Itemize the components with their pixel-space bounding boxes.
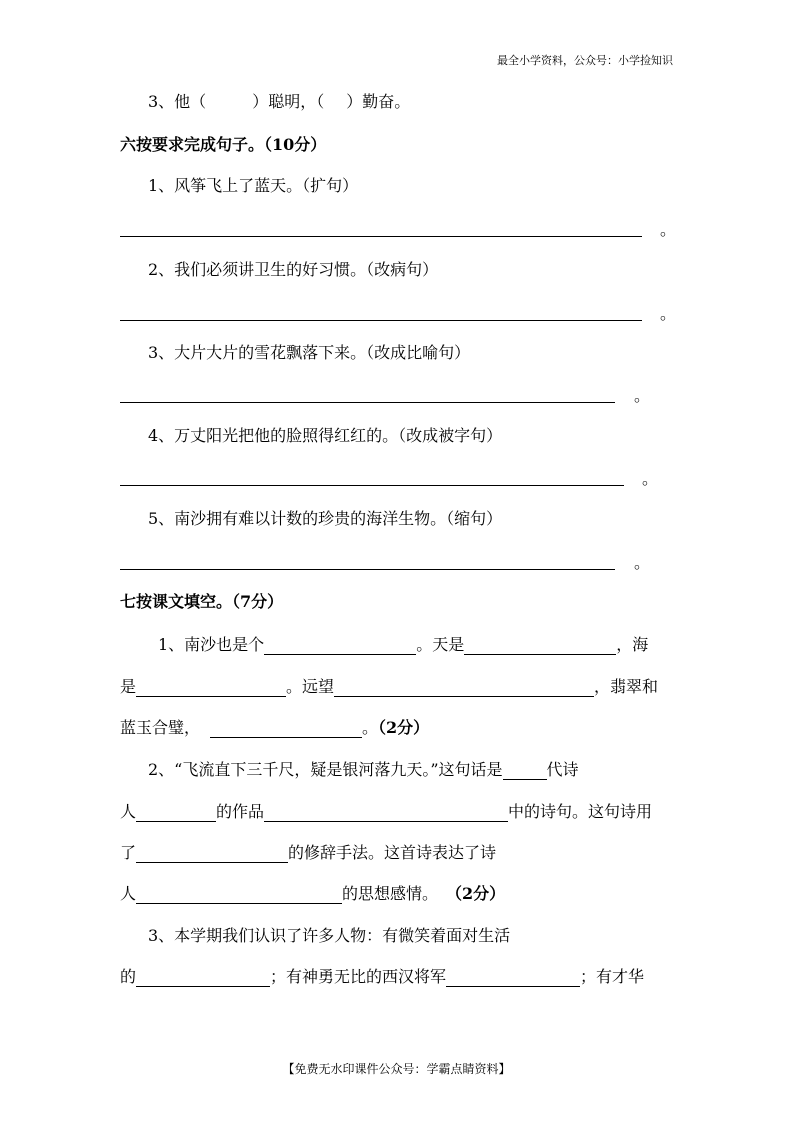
fill-blank[interactable] [136, 968, 270, 987]
page-header: 最全小学资料，公众号：小学捡知识 [497, 54, 673, 67]
q-text: 的思想感情。 [342, 884, 439, 903]
answer-line-3[interactable] [120, 402, 615, 403]
s6-item-3: 3、大片大片的雪花飘落下来。（改成比喻句） [148, 343, 471, 362]
q-text: 人 [120, 802, 137, 821]
q-text: ）聪明，（ [252, 92, 325, 111]
answer-line-4[interactable] [120, 485, 624, 486]
question-5-3 [148, 92, 410, 112]
q-text: 蓝玉合璧， [120, 718, 201, 737]
s6-item-1: 1、风筝飞上了蓝天。（扩句） [148, 176, 359, 195]
s7-q1-line3 [120, 718, 429, 738]
s7-q2-line1 [148, 760, 579, 780]
q-text: 是 [120, 677, 137, 696]
s7-q2-line2 [120, 802, 652, 822]
q-text: 2、“飞流直下三千尺，疑是银河落九天。”这句话是 [148, 760, 503, 779]
fill-blank[interactable] [136, 803, 216, 822]
s7-q2-line3 [120, 843, 496, 863]
q-text: ；有才华 [580, 967, 645, 986]
fill-blank[interactable] [446, 968, 580, 987]
q-text: 。天是 [416, 635, 465, 654]
q-text: 人 [120, 884, 137, 903]
s7-q3-line2 [120, 967, 644, 987]
q-text: 1、南沙也是个 [158, 635, 265, 654]
fill-blank[interactable] [136, 885, 342, 904]
answer-line-5[interactable] [120, 569, 615, 570]
answer-end-3: 。 [634, 386, 651, 405]
s7-q1-line1 [158, 635, 648, 655]
q-text: ；有神勇无比的西汉将军 [270, 967, 447, 986]
q-text: ，翡翠和 [594, 677, 659, 696]
fill-blank[interactable] [334, 678, 594, 697]
q-text: 。 [362, 718, 379, 737]
answer-end-2: 。 [660, 304, 677, 323]
q-text: 的 [120, 967, 137, 986]
fill-blank[interactable] [210, 719, 362, 738]
q-text: ）勤奋。 [346, 92, 411, 111]
fill-blank[interactable] [264, 636, 416, 655]
q-text: 的修辞手法。这首诗表达了诗 [288, 843, 497, 862]
q-text: ，海 [616, 635, 649, 654]
section-7-title: 七按课文填空。（7分） [120, 592, 284, 611]
s7-q2-line4 [120, 884, 505, 904]
score-label: （2分） [446, 884, 506, 903]
answer-end-4: 。 [642, 469, 659, 488]
q-text: 。远望 [286, 677, 335, 696]
fill-blank[interactable] [464, 636, 616, 655]
q-text: 的作品 [216, 802, 265, 821]
answer-line-1[interactable] [120, 236, 642, 237]
s7-q1-line2 [120, 677, 658, 697]
s6-item-4: 4、万丈阳光把他的脸照得红红的。（改成被字句） [148, 426, 503, 445]
fill-blank[interactable] [136, 678, 286, 697]
score-label: （2分） [378, 718, 430, 737]
q-text: 中的诗句。这句诗用 [508, 802, 653, 821]
s6-item-5: 5、南沙拥有难以计数的珍贵的海洋生物。（缩句） [148, 509, 503, 528]
section-6-title: 六按要求完成句子。（10分） [120, 135, 327, 154]
fill-blank[interactable] [503, 761, 547, 780]
answer-end-5: 。 [634, 553, 651, 572]
s6-item-2: 2、我们必须讲卫生的好习惯。（改病句） [148, 260, 439, 279]
s7-q3-line1: 3、本学期我们认识了许多人物：有微笑着面对生活 [148, 926, 511, 945]
fill-blank[interactable] [136, 844, 288, 863]
answer-line-2[interactable] [120, 320, 642, 321]
fill-blank[interactable] [264, 803, 508, 822]
q-text: 3、他（ [148, 92, 207, 111]
q-text: 了 [120, 843, 137, 862]
q-text: 代诗 [546, 760, 579, 779]
answer-end-1: 。 [660, 220, 677, 239]
page-footer: 【免费无水印课件公众号：学霸点睛资料】 [282, 1062, 511, 1076]
